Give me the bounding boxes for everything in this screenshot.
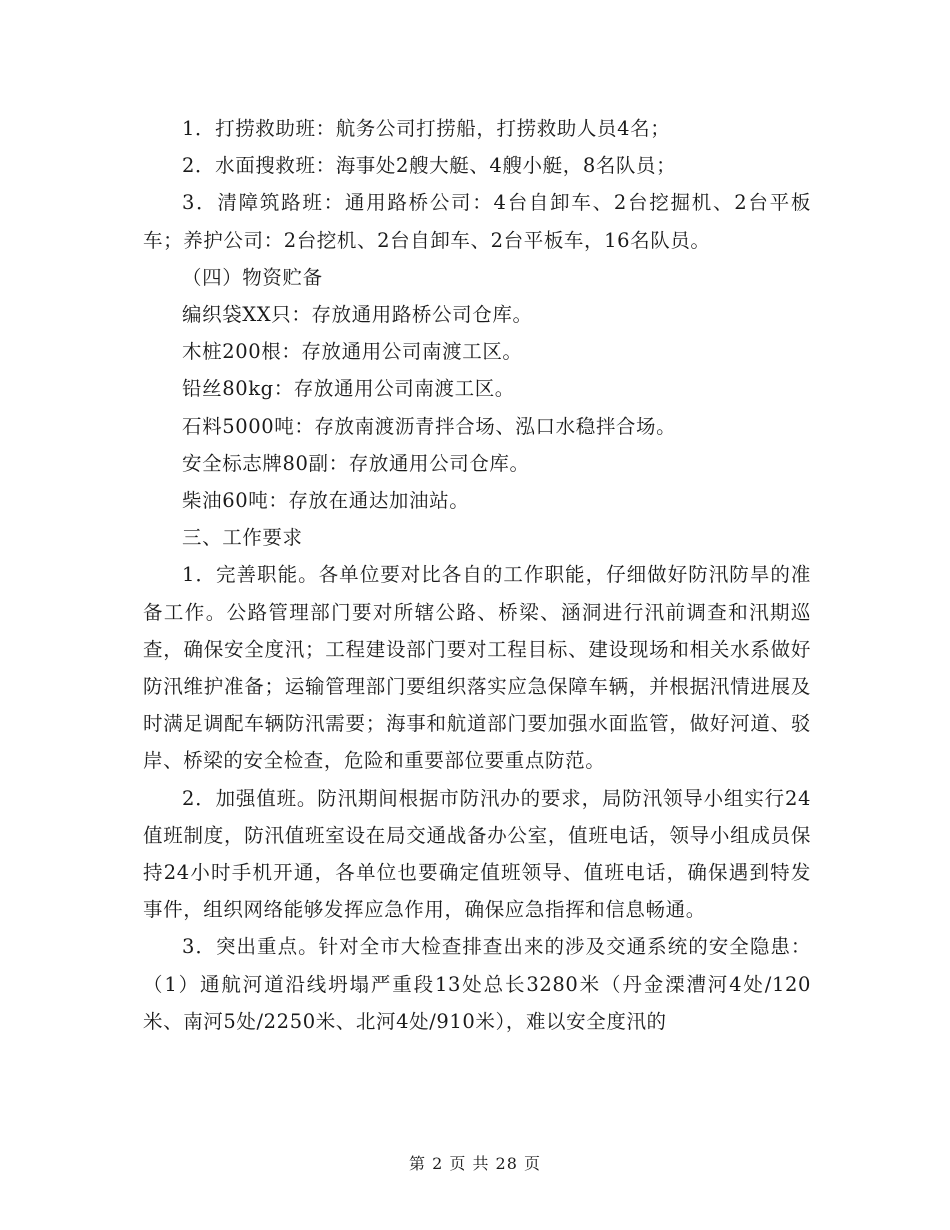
paragraph-lead-wire: 铅丝80kg：存放通用公司南渡工区。: [182, 377, 515, 401]
paragraph-road-clearing-team: 3．清障筑路班：通用路桥公司：4台自卸车、2台挖掘机、2台平板车；养护公司：2台挖机、2台自卸车、2台平板车，16名队员。: [143, 191, 811, 252]
paragraph-strengthen-duty: 2．加强值班。防汛期间根据市防汛办的要求，局防汛领导小组实行24值班制度，防汛值班室设在局交通战备办公室，值班电话，领导小组成员保持24小时手机开通，各单位也要确定值班领导、值班电话，确保遇到特发事件，组织网络能够发挥应急作用，确保应急指挥和信息畅通。: [143, 786, 811, 922]
paragraph-salvage-team: 1．打捞救助班：航务公司打捞船，打捞救助人员4名；: [182, 117, 671, 140]
document-body: [143, 110, 811, 1040]
paragraph-diesel: 柴油60吨：存放在通达加油站。: [182, 489, 470, 513]
paragraph-stone-material: 石料5000吨：存放南渡沥青拌合场、泓口水稳拌合场。: [182, 414, 677, 438]
paragraph-wooden-piles: 木桩200根：存放通用公司南渡工区。: [182, 340, 523, 364]
paragraph-improve-functions: 1．完善职能。各单位要对比各自的工作职能，仔细做好防汛防旱的准备工作。公路管理部门要对所辖公路、桥梁、涵洞进行汛前调查和汛期巡查，确保安全度汛；工程建设部门要对工程目标、建设现场和相关水系做好防汛维护准备；运输管理部门要组织落实应急保障车辆，并根据汛情进展及时满足调配车辆防汛需要；海事和航道部门要加强水面监管，做好河道、驳岸、桥梁的安全检查，危险和重要部位要重点防范。: [143, 563, 811, 773]
page-number-footer: 第 2 页 共 28 页: [409, 1154, 541, 1173]
paragraph-highlight-priorities: 3．突出重点。针对全市大检查排查出来的涉及交通系统的安全隐患：（1）通航河道沿线坍塌严重段13处总长3280米（丹金溧漕河4处/120米、南河5处/2250米、北河4处/910米），难以安全度汛的: [143, 935, 811, 1033]
paragraph-safety-signs: 安全标志牌80副：存放通用公司仓库。: [182, 451, 530, 475]
paragraph-water-rescue-team: 2．水面搜救班：海事处2艘大艇、4艘小艇，8名队员；: [182, 154, 677, 178]
section-heading-material-reserve: （四）物资贮备: [182, 265, 323, 289]
section-heading-work-requirements: 三、工作要求: [182, 526, 303, 550]
paragraph-woven-bags: 编织袋XX只：存放通用路桥公司仓库。: [182, 303, 533, 327]
